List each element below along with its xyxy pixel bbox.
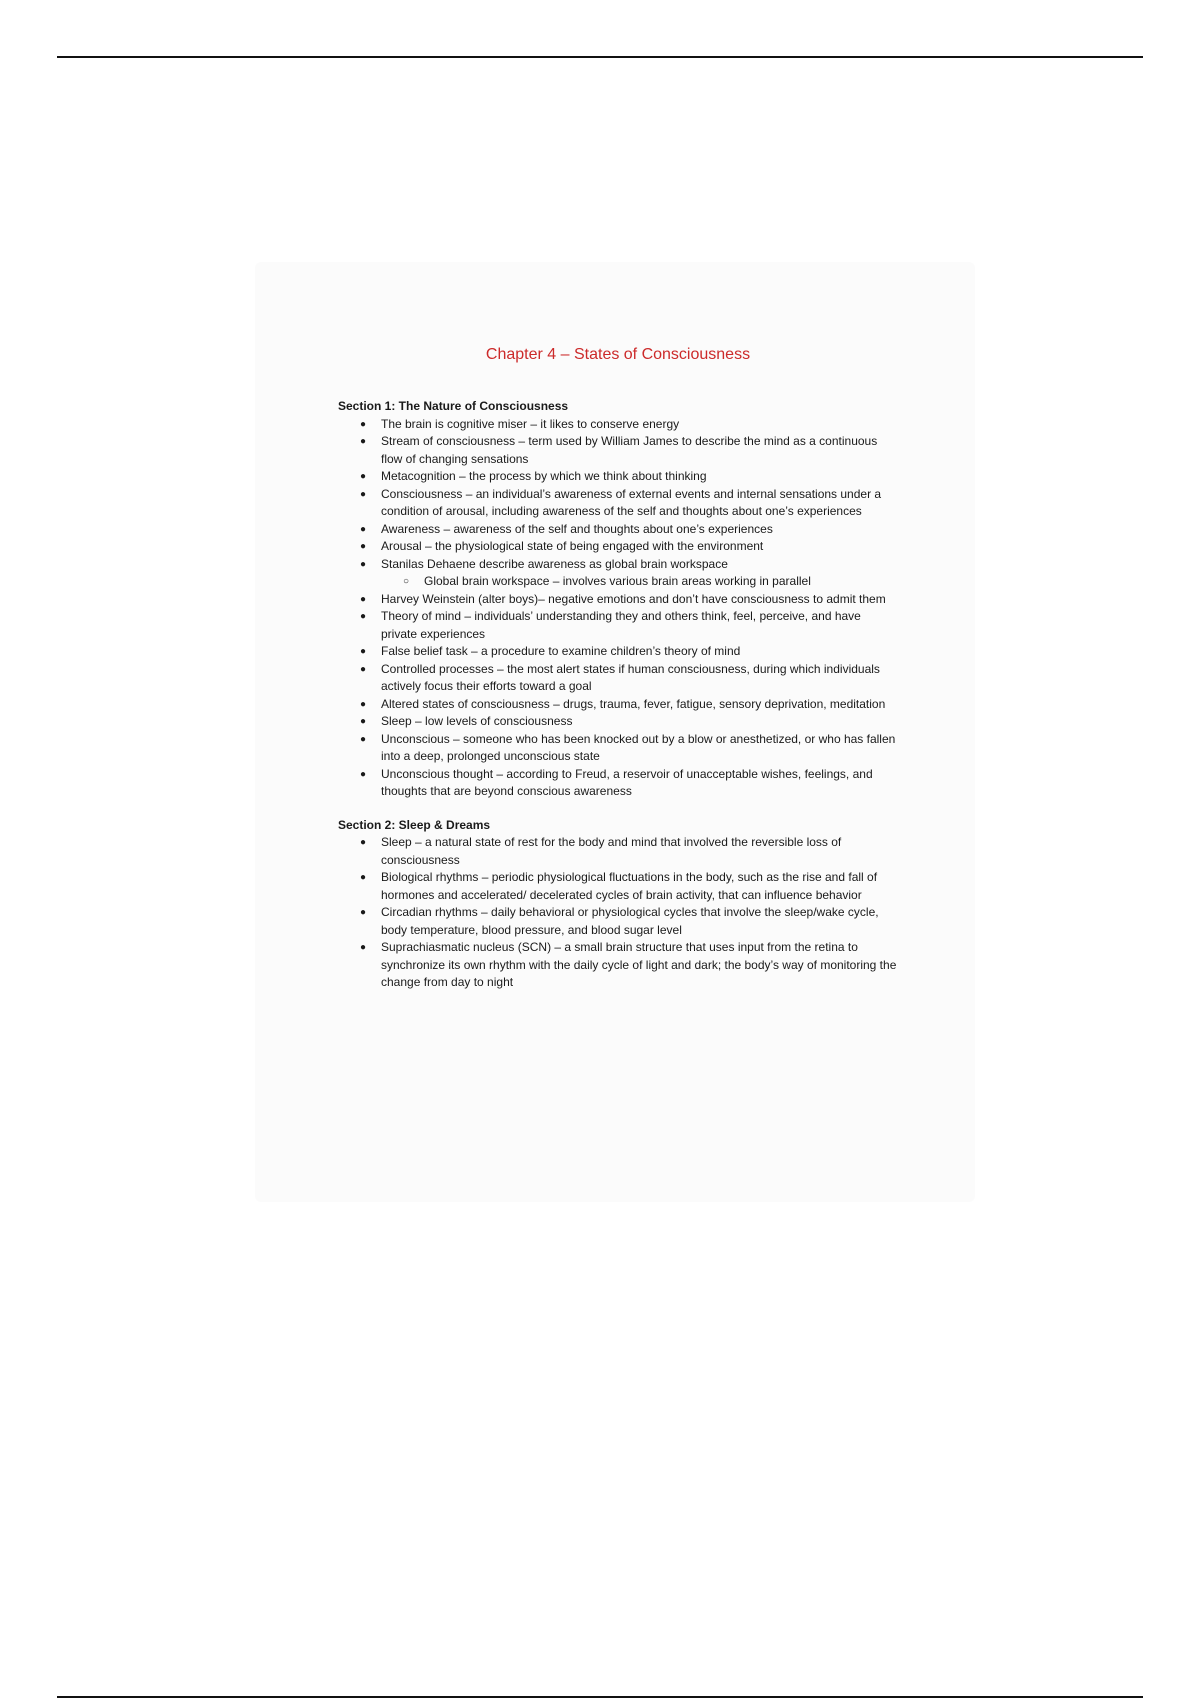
list-item: ● Stream of consciousness – term used by William James to describe the mind as a continuous flow of changing sensations — [360, 434, 878, 466]
list-item: ● Arousal – the physiological state of being engaged with the environment — [338, 538, 898, 556]
document-title: Chapter 4 – States of Consciousness — [485, 346, 751, 363]
list-item: ● Unconscious thought – according to Freud, a reservoir of unacceptable wishes, feelings, and thoughts that are beyond conscious awareness — [360, 766, 873, 798]
list-item: ● Controlled processes – the most alert states if human consciousness, during which individuals actively focus their efforts toward a goal — [360, 661, 880, 693]
bullet-icon: ● — [360, 907, 367, 918]
list-item: ● Theory of mind – individuals’ understanding they and others think, feel, perceive, and have private experiences — [360, 609, 861, 641]
list-item: ● Biological rhythms – periodic physiological fluctuations in the body, such as the rise and fall of hormones and accelerated/ decelerated cycles of brain activity, that can influence behavior — [360, 870, 878, 902]
document-body — [338, 345, 898, 1008]
bullet-icon: ● — [360, 942, 367, 953]
list-item: ● Awareness – awareness of the self and thoughts about one’s experiences — [338, 521, 898, 539]
list-item: ● Stanilas Dehaene describe awareness as global brain workspace ○ Global brain workspace – involves various brain areas working in parallel — [338, 556, 898, 591]
list-item: ● False belief task – a procedure to examine children’s theory of mind — [338, 643, 898, 661]
bullet-icon: ● — [360, 768, 367, 780]
sub-list-item: ○ Global brain workspace – involves various brain areas working in parallel — [381, 573, 898, 591]
list-item: ● Sleep – low levels of consciousness — [338, 713, 898, 731]
bullet-icon: ● — [360, 663, 367, 675]
list-item: ● Suprachiasmatic nucleus (SCN) – a small brain structure that uses input from the retina to synchronize its own rhythm with the daily cycle of light and dark; the body’s way of monitoring the change from day to night — [360, 940, 897, 989]
bullet-icon: ● — [360, 471, 367, 482]
list-item: ● Metacognition – the process by which we think about thinking — [338, 468, 898, 486]
list-item: ● Harvey Weinstein (alter boys)– negative emotions and don’t have consciousness to admit them — [338, 591, 898, 609]
list-item: ● Sleep – a natural state of rest for the body and mind that involved the reversible loss of consciousness — [360, 835, 842, 867]
section-nature-of-consciousness — [338, 398, 898, 801]
bullet-icon: ● — [360, 541, 367, 552]
top-rule — [57, 56, 1143, 58]
bullet-icon: ● — [360, 837, 367, 848]
bullet-icon: ● — [360, 436, 367, 447]
list-item: ● Circadian rhythms – daily behavioral or physiological cycles that involve the sleep/wake cycle, body temperature, blood pressure, and blood sugar level — [360, 905, 879, 937]
section-heading: Section 1: The Nature of Consciousness — [338, 399, 569, 413]
bullet-icon: ● — [360, 872, 367, 883]
circle-bullet-icon: ○ — [403, 576, 410, 587]
bottom-rule — [57, 1696, 1143, 1698]
bullet-icon: ● — [360, 418, 367, 430]
list-item: ● Consciousness – an individual’s awareness of external events and internal sensations under a condition of arousal, including awareness of the self and thoughts about one’s experiences — [360, 486, 882, 518]
list-item: ● Altered states of consciousness – drugs, trauma, fever, fatigue, sensory deprivation, meditation — [338, 696, 898, 714]
list-item: ● Unconscious – someone who has been knocked out by a blow or anesthetized, or who has fallen into a deep, prolonged unconscious state — [360, 731, 896, 763]
bullet-icon: ● — [360, 698, 367, 710]
bullet-icon: ● — [360, 733, 367, 745]
bullet-list — [338, 834, 898, 992]
bullet-icon: ● — [360, 611, 367, 622]
bullet-icon: ● — [360, 523, 367, 535]
list-item: ● The brain is cognitive miser – it likes to conserve energy — [338, 416, 898, 434]
bullet-icon: ● — [360, 646, 367, 657]
bullet-icon: ● — [360, 488, 367, 500]
sub-list — [381, 573, 898, 591]
section-sleep-and-dreams — [338, 817, 898, 992]
section-heading: Section 2: Sleep & Dreams — [338, 817, 491, 832]
bullet-list — [338, 416, 898, 801]
bullet-icon: ● — [360, 593, 367, 605]
bullet-icon: ● — [360, 558, 367, 570]
bullet-icon: ● — [360, 716, 367, 727]
